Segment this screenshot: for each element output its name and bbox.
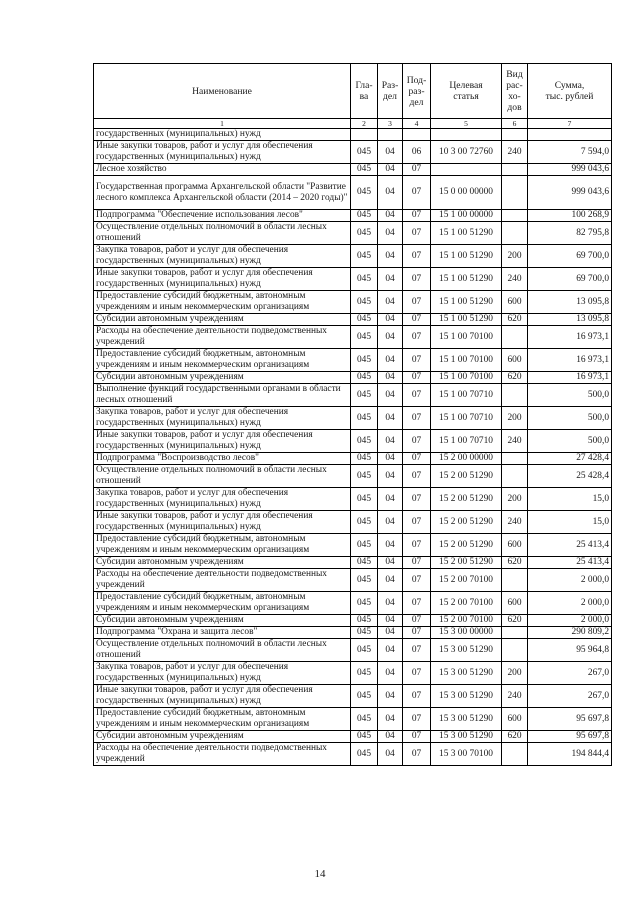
cell-sum: 15,0 <box>528 511 612 534</box>
cell-target: 15 1 00 70100 <box>431 326 502 349</box>
cell-name: Иные закупки товаров, работ и услуг для обеспечения государственных (муниципальных) нужд <box>94 268 351 291</box>
cell-name: Субсидии автономным учреждениям <box>94 615 351 627</box>
cell-podrazdel: 07 <box>403 465 431 488</box>
cell-podrazdel: 07 <box>403 314 431 326</box>
cell-target: 15 1 00 00000 <box>431 210 502 222</box>
cell-sum: 2 000,0 <box>528 592 612 615</box>
col-number: 5 <box>431 119 502 129</box>
cell-glava: 045 <box>351 615 378 627</box>
header-sum <box>528 64 612 119</box>
cell-target: 15 1 00 51290 <box>431 222 502 245</box>
cell-podrazdel: 07 <box>403 592 431 615</box>
cell-razdel: 04 <box>378 176 403 210</box>
cell-vid: 240 <box>502 511 528 534</box>
cell-glava: 045 <box>351 407 378 430</box>
cell-podrazdel: 07 <box>403 268 431 291</box>
cell-sum: 82 795,8 <box>528 222 612 245</box>
header-podrazdel-text: Под- раз- дел <box>406 74 427 108</box>
cell-sum: 13 095,8 <box>528 291 612 314</box>
col-number: 3 <box>378 119 403 129</box>
cell-podrazdel: 07 <box>403 534 431 557</box>
table-row <box>94 592 612 615</box>
cell-glava: 045 <box>351 685 378 708</box>
cell-sum: 25 428,4 <box>528 465 612 488</box>
cell-target: 15 2 00 00000 <box>431 453 502 465</box>
table-row <box>94 384 612 407</box>
table-row <box>94 639 612 662</box>
col-number: 2 <box>351 119 378 129</box>
cell-target: 15 1 00 70710 <box>431 384 502 407</box>
table-row <box>94 349 612 372</box>
table-row <box>94 314 612 326</box>
cell-podrazdel: 07 <box>403 210 431 222</box>
table-row <box>94 534 612 557</box>
header-vid <box>502 64 528 119</box>
cell-sum: 999 043,6 <box>528 176 612 210</box>
cell-podrazdel: 07 <box>403 245 431 268</box>
cell-vid <box>502 176 528 210</box>
cell-name: государственных (муниципальных) нужд <box>94 129 351 141</box>
cell-glava: 045 <box>351 210 378 222</box>
cell-sum: 267,0 <box>528 662 612 685</box>
cell-glava <box>351 129 378 141</box>
cell-podrazdel: 07 <box>403 662 431 685</box>
header-name: Наименование <box>94 64 351 119</box>
cell-podrazdel: 07 <box>403 615 431 627</box>
cell-target: 10 3 00 72760 <box>431 141 502 164</box>
cell-name: Закупка товаров, работ и услуг для обеспечения государственных (муниципальных) нужд <box>94 245 351 268</box>
cell-razdel: 04 <box>378 407 403 430</box>
cell-razdel: 04 <box>378 662 403 685</box>
cell-sum: 95 697,8 <box>528 731 612 743</box>
col-number: 1 <box>94 119 351 129</box>
cell-razdel: 04 <box>378 627 403 639</box>
cell-target: 15 2 00 70100 <box>431 592 502 615</box>
cell-podrazdel: 07 <box>403 164 431 176</box>
cell-target: 15 1 00 70100 <box>431 372 502 384</box>
cell-vid: 200 <box>502 407 528 430</box>
cell-name: Расходы на обеспечение деятельности подведомственных учреждений <box>94 569 351 592</box>
cell-vid: 620 <box>502 557 528 569</box>
cell-sum: 69 700,0 <box>528 268 612 291</box>
cell-podrazdel: 07 <box>403 743 431 766</box>
cell-glava: 045 <box>351 731 378 743</box>
cell-razdel: 04 <box>378 291 403 314</box>
col-number: 7 <box>528 119 612 129</box>
table-row <box>94 291 612 314</box>
header-razdel-text: Раз- дел <box>381 80 399 102</box>
cell-razdel: 04 <box>378 349 403 372</box>
table-row <box>94 743 612 766</box>
cell-target: 15 2 00 51290 <box>431 511 502 534</box>
cell-glava: 045 <box>351 488 378 511</box>
cell-vid: 600 <box>502 592 528 615</box>
cell-vid <box>502 627 528 639</box>
cell-podrazdel: 07 <box>403 349 431 372</box>
cell-glava: 045 <box>351 453 378 465</box>
cell-vid <box>502 210 528 222</box>
cell-name: Лесное хозяйство <box>94 164 351 176</box>
cell-podrazdel: 07 <box>403 453 431 465</box>
cell-razdel: 04 <box>378 639 403 662</box>
cell-glava: 045 <box>351 222 378 245</box>
header-target-text: Целевая статья <box>449 80 483 102</box>
cell-vid: 240 <box>502 430 528 453</box>
header-glava-text: Гла- ва <box>355 80 373 102</box>
cell-glava: 045 <box>351 141 378 164</box>
cell-sum: 2 000,0 <box>528 615 612 627</box>
column-number-row <box>94 119 612 129</box>
cell-vid: 600 <box>502 708 528 731</box>
cell-name: Субсидии автономным учреждениям <box>94 372 351 384</box>
cell-podrazdel: 07 <box>403 511 431 534</box>
cell-target: 15 1 00 70100 <box>431 349 502 372</box>
cell-razdel: 04 <box>378 743 403 766</box>
cell-sum: 27 428,4 <box>528 453 612 465</box>
header-vid-text: Вид рас- хо- дов <box>506 69 523 113</box>
table-row <box>94 430 612 453</box>
cell-glava: 045 <box>351 708 378 731</box>
cell-target: 15 2 00 70100 <box>431 615 502 627</box>
cell-razdel: 04 <box>378 164 403 176</box>
cell-vid <box>502 639 528 662</box>
cell-glava: 045 <box>351 627 378 639</box>
cell-target: 15 3 00 70100 <box>431 743 502 766</box>
cell-target: 15 3 00 51290 <box>431 662 502 685</box>
cell-vid: 620 <box>502 372 528 384</box>
cell-vid: 600 <box>502 349 528 372</box>
cell-sum: 500,0 <box>528 384 612 407</box>
cell-podrazdel: 07 <box>403 708 431 731</box>
cell-podrazdel: 07 <box>403 372 431 384</box>
table-row <box>94 164 612 176</box>
cell-razdel: 04 <box>378 534 403 557</box>
cell-name: Субсидии автономным учреждениям <box>94 314 351 326</box>
cell-podrazdel: 07 <box>403 557 431 569</box>
cell-razdel: 04 <box>378 372 403 384</box>
table-row <box>94 685 612 708</box>
cell-target: 15 1 00 51290 <box>431 245 502 268</box>
cell-razdel: 04 <box>378 430 403 453</box>
cell-sum: 95 697,8 <box>528 708 612 731</box>
cell-sum: 500,0 <box>528 430 612 453</box>
cell-sum: 25 413,4 <box>528 534 612 557</box>
cell-name: Подпрограмма "Охрана и защита лесов" <box>94 627 351 639</box>
budget-table <box>93 63 612 766</box>
cell-sum: 16 973,1 <box>528 372 612 384</box>
cell-target: 15 3 00 51290 <box>431 708 502 731</box>
cell-target: 15 3 00 51290 <box>431 639 502 662</box>
table-row <box>94 465 612 488</box>
header-target <box>431 64 502 119</box>
cell-razdel: 04 <box>378 488 403 511</box>
cell-podrazdel: 07 <box>403 685 431 708</box>
cell-podrazdel <box>403 129 431 141</box>
cell-sum: 194 844,4 <box>528 743 612 766</box>
cell-glava: 045 <box>351 430 378 453</box>
cell-podrazdel: 07 <box>403 731 431 743</box>
cell-vid <box>502 384 528 407</box>
cell-vid: 200 <box>502 488 528 511</box>
cell-glava: 045 <box>351 176 378 210</box>
table-body <box>94 129 612 766</box>
cell-vid: 620 <box>502 314 528 326</box>
cell-podrazdel: 07 <box>403 488 431 511</box>
cell-podrazdel: 07 <box>403 407 431 430</box>
cell-glava: 045 <box>351 465 378 488</box>
cell-razdel: 04 <box>378 511 403 534</box>
cell-name: Осуществление отдельных полномочий в области лесных отношений <box>94 465 351 488</box>
table-row <box>94 511 612 534</box>
cell-razdel: 04 <box>378 141 403 164</box>
cell-sum: 15,0 <box>528 488 612 511</box>
cell-razdel: 04 <box>378 453 403 465</box>
cell-name: Предоставление субсидий бюджетным, автономным учреждениям и иным некоммерческим организациям <box>94 708 351 731</box>
cell-vid <box>502 129 528 141</box>
cell-name: Расходы на обеспечение деятельности подведомственных учреждений <box>94 743 351 766</box>
cell-sum: 16 973,1 <box>528 326 612 349</box>
cell-target: 15 0 00 00000 <box>431 176 502 210</box>
cell-name: Иные закупки товаров, работ и услуг для обеспечения государственных (муниципальных) нужд <box>94 685 351 708</box>
cell-target: 15 2 00 51290 <box>431 534 502 557</box>
cell-vid: 620 <box>502 615 528 627</box>
table-row <box>94 176 612 210</box>
cell-vid <box>502 743 528 766</box>
cell-target: 15 2 00 51290 <box>431 465 502 488</box>
cell-podrazdel: 07 <box>403 430 431 453</box>
cell-razdel: 04 <box>378 210 403 222</box>
cell-razdel: 04 <box>378 708 403 731</box>
cell-name: Осуществление отдельных полномочий в области лесных отношений <box>94 639 351 662</box>
cell-razdel: 04 <box>378 592 403 615</box>
cell-target <box>431 164 502 176</box>
cell-vid: 600 <box>502 291 528 314</box>
cell-vid: 600 <box>502 534 528 557</box>
cell-glava: 045 <box>351 349 378 372</box>
table-row <box>94 453 612 465</box>
cell-sum: 69 700,0 <box>528 245 612 268</box>
cell-glava: 045 <box>351 291 378 314</box>
cell-razdel: 04 <box>378 569 403 592</box>
cell-glava: 045 <box>351 326 378 349</box>
table-row <box>94 268 612 291</box>
cell-name: Предоставление субсидий бюджетным, автономным учреждениям и иным некоммерческим организациям <box>94 592 351 615</box>
cell-razdel: 04 <box>378 245 403 268</box>
cell-name: Предоставление субсидий бюджетным, автономным учреждениям и иным некоммерческим организациям <box>94 349 351 372</box>
cell-vid <box>502 222 528 245</box>
cell-glava: 045 <box>351 592 378 615</box>
cell-vid: 620 <box>502 731 528 743</box>
cell-glava: 045 <box>351 743 378 766</box>
cell-target: 15 3 00 51290 <box>431 731 502 743</box>
table-row <box>94 245 612 268</box>
cell-name: Подпрограмма "Обеспечение использования лесов" <box>94 210 351 222</box>
cell-podrazdel: 07 <box>403 326 431 349</box>
cell-vid: 200 <box>502 245 528 268</box>
cell-razdel: 04 <box>378 731 403 743</box>
cell-sum: 500,0 <box>528 407 612 430</box>
cell-target: 15 3 00 51290 <box>431 685 502 708</box>
cell-glava: 045 <box>351 372 378 384</box>
table-row <box>94 557 612 569</box>
cell-vid <box>502 569 528 592</box>
cell-sum: 7 594,0 <box>528 141 612 164</box>
cell-sum: 13 095,8 <box>528 314 612 326</box>
cell-podrazdel: 07 <box>403 569 431 592</box>
table-row <box>94 222 612 245</box>
cell-target: 15 1 00 51290 <box>431 291 502 314</box>
cell-target: 15 1 00 70710 <box>431 407 502 430</box>
cell-glava: 045 <box>351 268 378 291</box>
cell-sum: 25 413,4 <box>528 557 612 569</box>
cell-name: Государственная программа Архангельской области "Развитие лесного комплекса Архангельской области (2014 – 2020 годы)" <box>94 176 351 210</box>
cell-glava: 045 <box>351 639 378 662</box>
cell-podrazdel: 07 <box>403 384 431 407</box>
cell-sum: 267,0 <box>528 685 612 708</box>
table-row <box>94 708 612 731</box>
cell-target: 15 1 00 51290 <box>431 268 502 291</box>
cell-target: 15 1 00 51290 <box>431 314 502 326</box>
cell-name: Закупка товаров, работ и услуг для обеспечения государственных (муниципальных) нужд <box>94 662 351 685</box>
cell-razdel: 04 <box>378 268 403 291</box>
cell-name: Закупка товаров, работ и услуг для обеспечения государственных (муниципальных) нужд <box>94 407 351 430</box>
table-row <box>94 141 612 164</box>
cell-razdel: 04 <box>378 222 403 245</box>
table-row <box>94 615 612 627</box>
cell-glava: 045 <box>351 511 378 534</box>
cell-name: Выполнение функций государственными органами в области лесных отношений <box>94 384 351 407</box>
cell-razdel: 04 <box>378 557 403 569</box>
cell-razdel <box>378 129 403 141</box>
cell-razdel: 04 <box>378 465 403 488</box>
cell-sum <box>528 129 612 141</box>
cell-sum: 999 043,6 <box>528 164 612 176</box>
table-row <box>94 627 612 639</box>
cell-razdel: 04 <box>378 615 403 627</box>
cell-target <box>431 129 502 141</box>
header-razdel <box>378 64 403 119</box>
cell-sum: 95 964,8 <box>528 639 612 662</box>
table-row <box>94 326 612 349</box>
cell-target: 15 2 00 70100 <box>431 569 502 592</box>
cell-vid: 240 <box>502 141 528 164</box>
table-row <box>94 569 612 592</box>
cell-glava: 045 <box>351 314 378 326</box>
col-number: 4 <box>403 119 431 129</box>
cell-podrazdel: 07 <box>403 291 431 314</box>
header-glava <box>351 64 378 119</box>
cell-razdel: 04 <box>378 685 403 708</box>
cell-name: Предоставление субсидий бюджетным, автономным учреждениям и иным некоммерческим организациям <box>94 534 351 557</box>
cell-vid <box>502 453 528 465</box>
header-sum-text: Сумма, тыс. рублей <box>545 80 594 102</box>
table-row <box>94 407 612 430</box>
cell-vid <box>502 164 528 176</box>
cell-target: 15 2 00 51290 <box>431 488 502 511</box>
cell-razdel: 04 <box>378 384 403 407</box>
cell-glava: 045 <box>351 245 378 268</box>
cell-podrazdel: 06 <box>403 141 431 164</box>
cell-vid <box>502 326 528 349</box>
cell-podrazdel: 07 <box>403 639 431 662</box>
cell-glava: 045 <box>351 534 378 557</box>
page-number: 14 <box>314 868 326 880</box>
cell-razdel: 04 <box>378 314 403 326</box>
cell-name: Субсидии автономным учреждениям <box>94 557 351 569</box>
cell-name: Иные закупки товаров, работ и услуг для обеспечения государственных (муниципальных) нужд <box>94 141 351 164</box>
cell-sum: 2 000,0 <box>528 569 612 592</box>
cell-glava: 045 <box>351 164 378 176</box>
cell-sum: 16 973,1 <box>528 349 612 372</box>
cell-name: Иные закупки товаров, работ и услуг для обеспечения государственных (муниципальных) нужд <box>94 511 351 534</box>
col-number: 6 <box>502 119 528 129</box>
cell-podrazdel: 07 <box>403 627 431 639</box>
cell-target: 15 1 00 70710 <box>431 430 502 453</box>
cell-name: Подпрограмма "Воспроизводство лесов" <box>94 453 351 465</box>
cell-vid: 200 <box>502 662 528 685</box>
cell-glava: 045 <box>351 557 378 569</box>
table-row <box>94 372 612 384</box>
cell-podrazdel: 07 <box>403 176 431 210</box>
cell-name: Иные закупки товаров, работ и услуг для обеспечения государственных (муниципальных) нужд <box>94 430 351 453</box>
cell-name: Предоставление субсидий бюджетным, автономным учреждениям и иным некоммерческим организациям <box>94 291 351 314</box>
table-row <box>94 488 612 511</box>
cell-vid <box>502 465 528 488</box>
cell-glava: 045 <box>351 662 378 685</box>
table-row <box>94 129 612 141</box>
cell-vid: 240 <box>502 685 528 708</box>
cell-target: 15 3 00 00000 <box>431 627 502 639</box>
table-row <box>94 731 612 743</box>
cell-glava: 045 <box>351 384 378 407</box>
cell-target: 15 2 00 51290 <box>431 557 502 569</box>
cell-podrazdel: 07 <box>403 222 431 245</box>
header-podrazdel <box>403 64 431 119</box>
cell-name: Осуществление отдельных полномочий в области лесных отношений <box>94 222 351 245</box>
cell-name: Субсидии автономным учреждениям <box>94 731 351 743</box>
table-header-row <box>94 64 612 119</box>
cell-name: Закупка товаров, работ и услуг для обеспечения государственных (муниципальных) нужд <box>94 488 351 511</box>
cell-glava: 045 <box>351 569 378 592</box>
cell-name: Расходы на обеспечение деятельности подведомственных учреждений <box>94 326 351 349</box>
table-row <box>94 662 612 685</box>
cell-sum: 100 268,9 <box>528 210 612 222</box>
cell-sum: 290 809,2 <box>528 627 612 639</box>
cell-razdel: 04 <box>378 326 403 349</box>
table-row <box>94 210 612 222</box>
cell-vid: 240 <box>502 268 528 291</box>
